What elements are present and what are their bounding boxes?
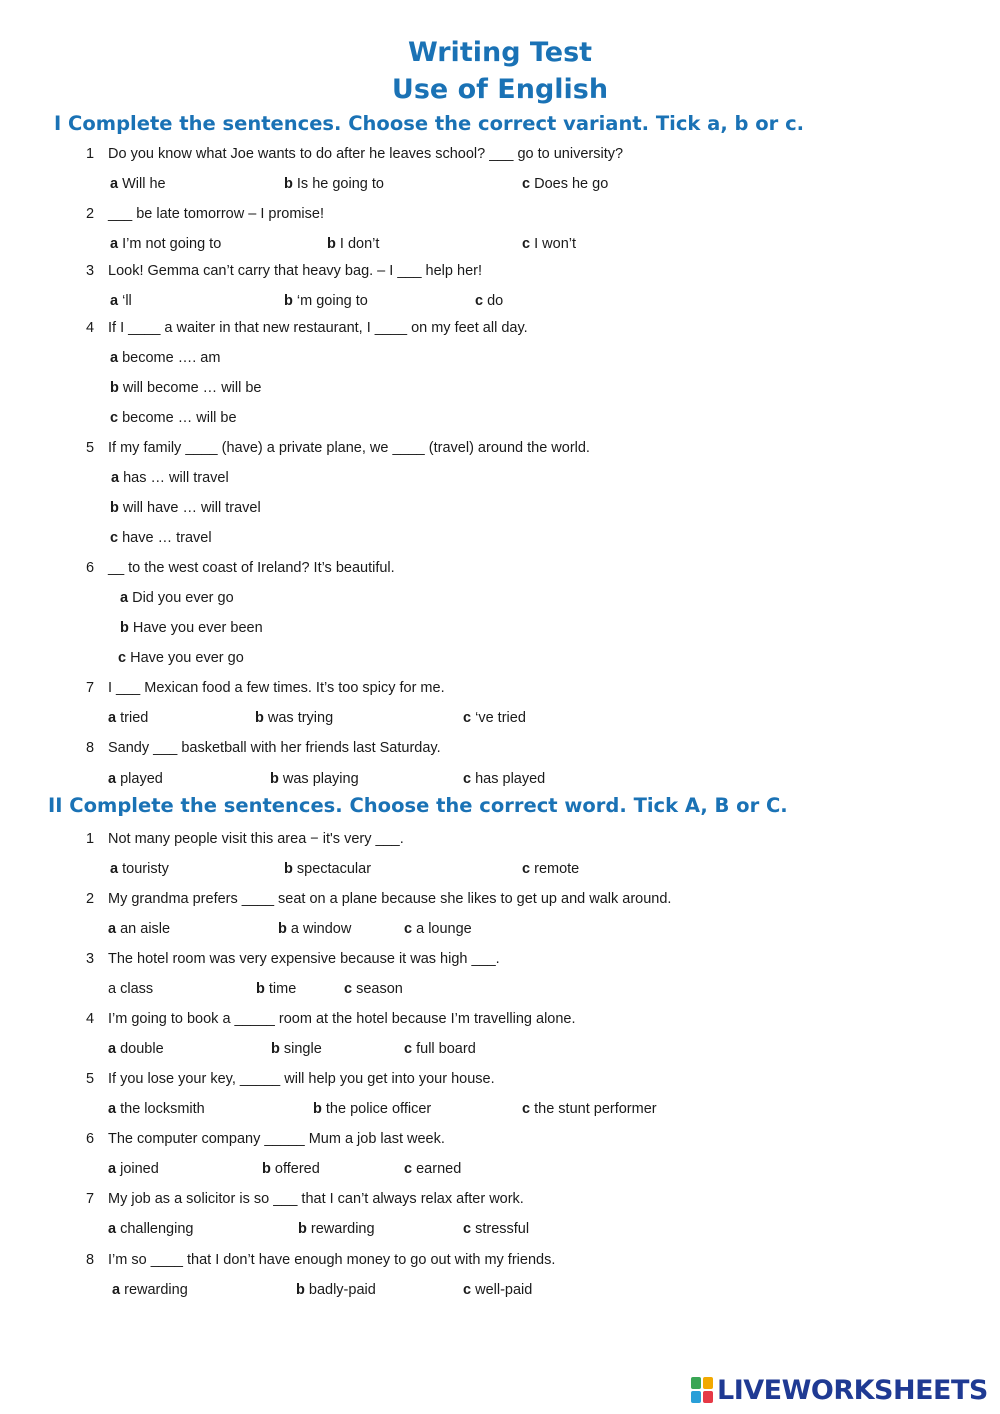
option-b[interactable]: b badly-paid [296, 1282, 376, 1298]
question-number: 1 [86, 146, 95, 162]
option-b[interactable]: b spectacular [284, 861, 372, 877]
option-c[interactable]: c ‘ve tried [463, 710, 526, 726]
option-b[interactable]: b will become … will be [110, 380, 262, 396]
option-a[interactable]: a joined [108, 1161, 159, 1177]
option-a[interactable]: a double [108, 1041, 164, 1057]
question-text: My job as a solicitor is so ___ that I can’t always relax after work. [108, 1191, 524, 1207]
logo-text: LIVEWORKSHEETS [717, 1374, 988, 1406]
question-number: 8 [86, 740, 95, 756]
question-text: If you lose your key, _____ will help you get into your house. [108, 1071, 495, 1087]
option-c[interactable]: c have … travel [110, 530, 212, 546]
option-c[interactable]: c earned [404, 1161, 462, 1177]
question-number: 8 [86, 1252, 95, 1268]
option-c[interactable]: c Have you ever go [118, 650, 244, 666]
option-a[interactable]: a I’m not going to [110, 236, 222, 252]
option-c[interactable]: c full board [404, 1041, 476, 1057]
option-a[interactable]: a played [108, 771, 163, 787]
question-number: 4 [86, 1011, 95, 1027]
question-number: 5 [86, 440, 95, 456]
question-text: The computer company _____ Mum a job last week. [108, 1131, 445, 1147]
question-number: 2 [86, 206, 95, 222]
question-text: ___ be late tomorrow – I promise! [108, 206, 324, 222]
option-a[interactable]: a tried [108, 710, 149, 726]
option-b[interactable]: b was playing [270, 771, 359, 787]
option-b[interactable]: b ‘m going to [284, 293, 368, 309]
option-b[interactable]: b Is he going to [284, 176, 384, 192]
option-b[interactable]: b time [256, 981, 297, 997]
option-b[interactable]: b was trying [255, 710, 334, 726]
option-b[interactable]: b offered [262, 1161, 320, 1177]
option-b[interactable]: b single [271, 1041, 322, 1057]
option-c[interactable]: c well-paid [463, 1282, 533, 1298]
option-c[interactable]: c stressful [463, 1221, 530, 1237]
option-b[interactable]: b Have you ever been [120, 620, 263, 636]
section-2-heading: II Complete the sentences. Choose the correct word. Tick A, B or C. [48, 794, 788, 817]
option-b[interactable]: b the police officer [313, 1101, 432, 1117]
option-a[interactable]: a touristy [110, 861, 169, 877]
question-text: The hotel room was very expensive because it was high ___. [108, 951, 500, 967]
question-number: 1 [86, 831, 95, 847]
option-a[interactable]: a an aisle [108, 921, 171, 937]
option-c[interactable]: c I won’t [522, 236, 577, 252]
question-text: My grandma prefers ____ seat on a plane because she likes to get up and walk around. [108, 891, 672, 907]
question-number: 7 [86, 1191, 95, 1207]
option-a[interactable]: a become …. am [110, 350, 221, 366]
question-number: 6 [86, 560, 95, 576]
question-number: 3 [86, 951, 95, 967]
option-a[interactable]: a challenging [108, 1221, 194, 1237]
question-text: Not many people visit this area − it's very ___. [108, 831, 404, 847]
question-text: __ to the west coast of Ireland? It’s beautiful. [108, 560, 395, 576]
page-subtitle: Use of English [391, 74, 609, 105]
option-b[interactable]: b I don’t [327, 236, 380, 252]
question-text: I’m so ____ that I don’t have enough money to go out with my friends. [108, 1252, 556, 1268]
question-number: 7 [86, 680, 95, 696]
option-c[interactable]: c remote [522, 861, 580, 877]
page-title: Writing Test [407, 37, 593, 68]
option-b[interactable]: b rewarding [298, 1221, 375, 1237]
option-c[interactable]: c become … will be [110, 410, 237, 426]
option-a[interactable]: a rewarding [112, 1282, 188, 1298]
option-a[interactable]: a ‘ll [110, 293, 132, 309]
option-a[interactable]: a class [108, 981, 154, 997]
option-c[interactable]: c season [344, 981, 403, 997]
option-b[interactable]: b will have … will travel [110, 500, 261, 516]
option-a[interactable]: a Did you ever go [120, 590, 234, 606]
question-text: I’m going to book a _____ room at the hotel because I’m travelling alone. [108, 1011, 576, 1027]
question-text: I ___ Mexican food a few times. It’s too spicy for me. [108, 680, 445, 696]
question-number: 5 [86, 1071, 95, 1087]
section-1-heading: I Complete the sentences. Choose the correct variant. Tick a, b or c. [54, 112, 805, 135]
question-number: 2 [86, 891, 95, 907]
question-text: Look! Gemma can’t carry that heavy bag. – I ___ help her! [108, 263, 482, 279]
option-a[interactable]: a Will he [110, 176, 166, 192]
logo-blocks-icon [691, 1377, 713, 1403]
option-a[interactable]: a the locksmith [108, 1101, 205, 1117]
option-c[interactable]: c the stunt performer [522, 1101, 657, 1117]
option-c[interactable]: c a lounge [404, 921, 472, 937]
question-text: Sandy ___ basketball with her friends last Saturday. [108, 740, 441, 756]
question-text: Do you know what Joe wants to do after he leaves school? ___ go to university? [108, 146, 624, 162]
option-a[interactable]: a has … will travel [111, 470, 229, 486]
question-number: 3 [86, 263, 95, 279]
question-text: If my family ____ (have) a private plane, we ____ (travel) around the world. [108, 440, 590, 456]
question-number: 6 [86, 1131, 95, 1147]
option-b[interactable]: b a window [278, 921, 352, 937]
option-c[interactable]: c do [475, 293, 504, 309]
question-number: 4 [86, 320, 95, 336]
option-c[interactable]: c Does he go [522, 176, 609, 192]
question-text: If I ____ a waiter in that new restaurant, I ____ on my feet all day. [108, 320, 528, 336]
option-c[interactable]: c has played [463, 771, 546, 787]
liveworksheets-logo[interactable] [691, 1374, 988, 1406]
